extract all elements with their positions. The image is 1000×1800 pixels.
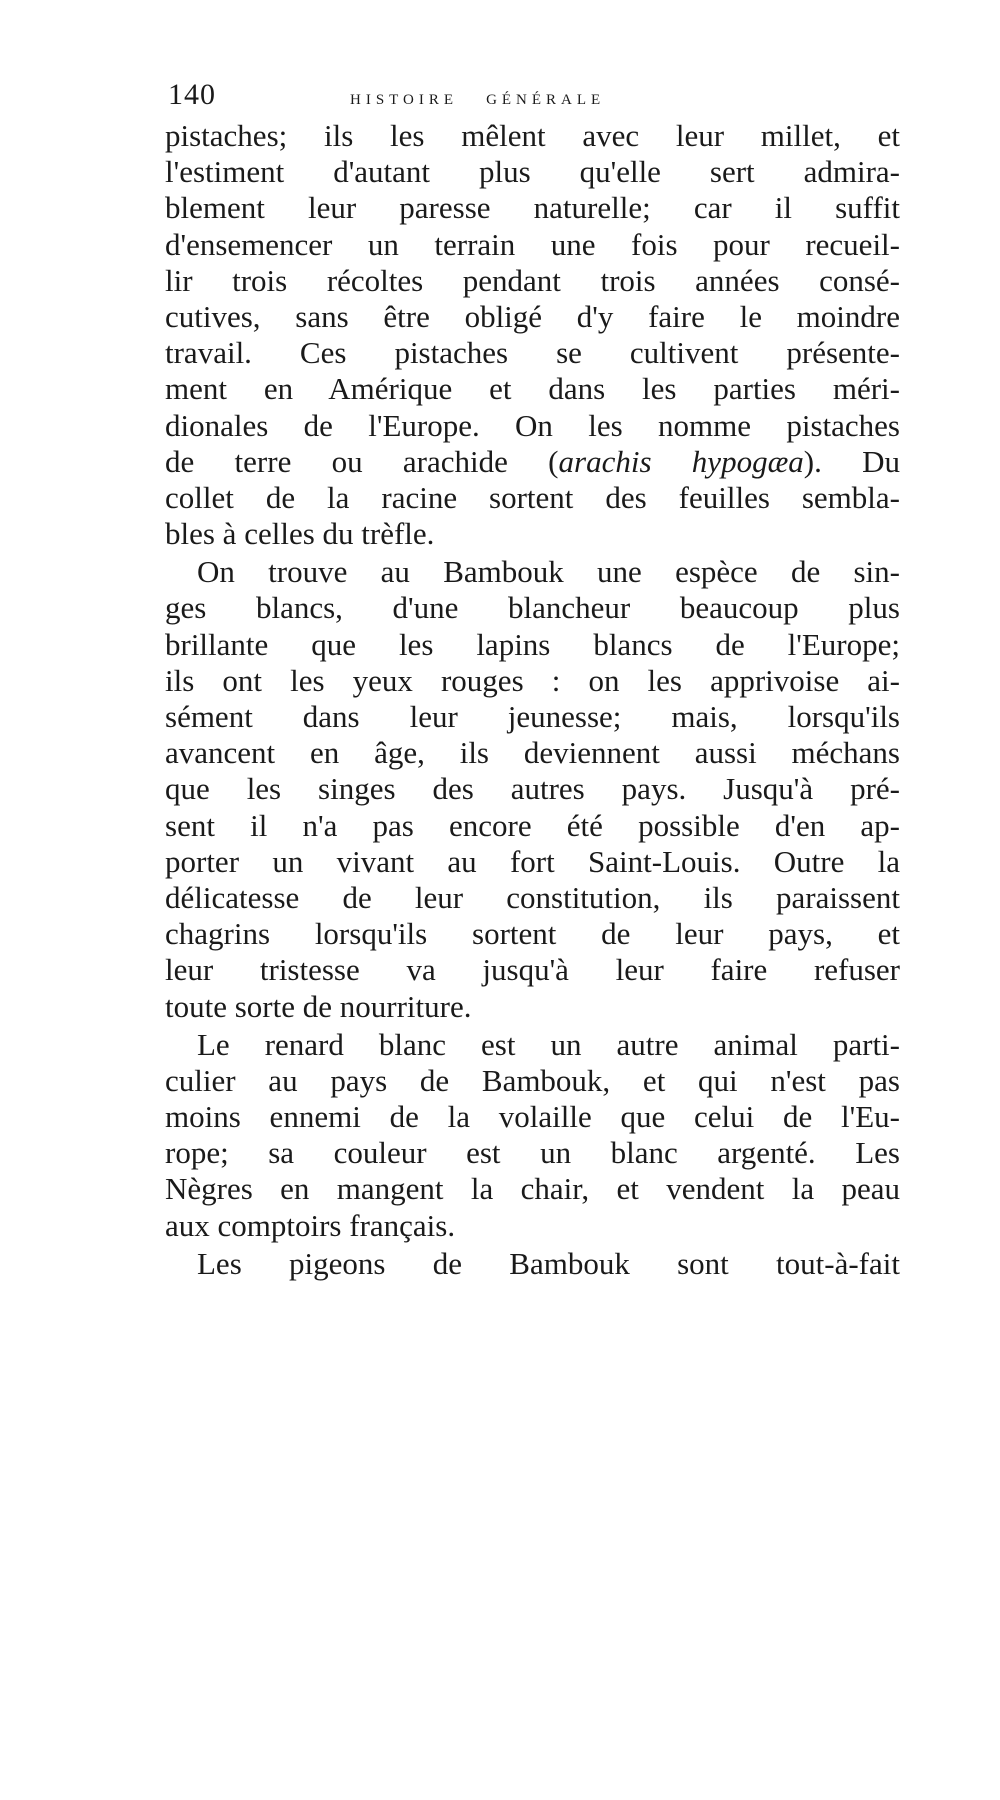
running-title-word-2: générale <box>486 84 606 109</box>
text-line: chagrins lorsqu'ils sortent de leur pays, et <box>165 916 900 952</box>
paragraph-2 <box>165 554 900 1024</box>
text-line: porter un vivant au fort Saint-Louis. Outre la <box>165 843 900 879</box>
body-text <box>165 118 900 1282</box>
text-line: travail. Ces pistaches se cultivent présente- <box>165 335 900 371</box>
text-line: bles à celles du trèfle. <box>165 516 435 552</box>
text-line: ment en Amérique et dans les parties méri- <box>165 371 900 407</box>
paragraph-3 <box>165 1027 900 1244</box>
text-line: brillante que les lapins blancs de l'Europe; <box>165 626 900 662</box>
text-line: dionales de l'Europe. On les nomme pistaches <box>165 407 900 443</box>
text-line: ges blancs, d'une blancheur beaucoup plus <box>165 590 900 626</box>
text-line: sent il n'a pas encore été possible d'en ap- <box>165 807 900 843</box>
text-line: collet de la racine sortent des feuilles sembla- <box>165 479 900 515</box>
text-line: leur tristesse va jusqu'à leur faire refuser <box>165 952 900 988</box>
page-number: 140 <box>168 78 216 111</box>
text-line: délicatesse de leur constitution, ils paraissent <box>165 879 900 915</box>
text-line: d'ensemencer un terrain une fois pour recueil- <box>165 226 900 262</box>
paragraph-1 <box>165 118 900 552</box>
running-title <box>350 84 605 110</box>
text-line: toute sorte de nourriture. <box>165 988 472 1024</box>
text-line: avancent en âge, ils deviennent aussi méchans <box>165 735 900 771</box>
text-line: ils ont les yeux rouges : on les apprivoise ai- <box>165 662 900 698</box>
text-segment: ). Du <box>803 443 901 479</box>
text-segment: de terre ou arachide ( <box>165 443 559 479</box>
text-line: cutives, sans être obligé d'y faire le moindre <box>165 298 900 334</box>
text-line: l'estiment d'autant plus qu'elle sert admira- <box>165 154 900 190</box>
text-line: sément dans leur jeunesse; mais, lorsqu'ils <box>165 699 900 734</box>
text-line: que les singes des autres pays. Jusqu'à pré- <box>165 771 900 807</box>
text-line: Le renard blanc est un autre animal parti- <box>197 1026 900 1062</box>
text-line: moins ennemi de la volaille que celui de l'Eu- <box>165 1099 900 1135</box>
running-head <box>168 78 898 118</box>
text-line: Nègres en mangent la chair, et vendent la peau <box>165 1171 900 1207</box>
text-line: pistaches; ils les mêlent avec leur millet, et <box>165 118 900 153</box>
text-line: blement leur paresse naturelle; car il suffit <box>165 190 900 226</box>
latin-name: arachis hypogæa <box>558 443 804 479</box>
text-line: culier au pays de Bambouk, et qui n'est pas <box>165 1062 900 1098</box>
paragraph-4 <box>165 1246 900 1282</box>
text-line: On trouve au Bambouk une espèce de sin- <box>197 554 900 590</box>
text-line: rope; sa couleur est un blanc argenté. Les <box>165 1135 900 1171</box>
running-title-word-1: histoire <box>350 84 459 109</box>
text-line <box>165 444 900 480</box>
text-line: Les pigeons de Bambouk sont tout-à-fait <box>197 1245 900 1281</box>
text-line: lir trois récoltes pendant trois années consé- <box>165 262 900 298</box>
text-line: aux comptoirs français. <box>165 1207 456 1243</box>
